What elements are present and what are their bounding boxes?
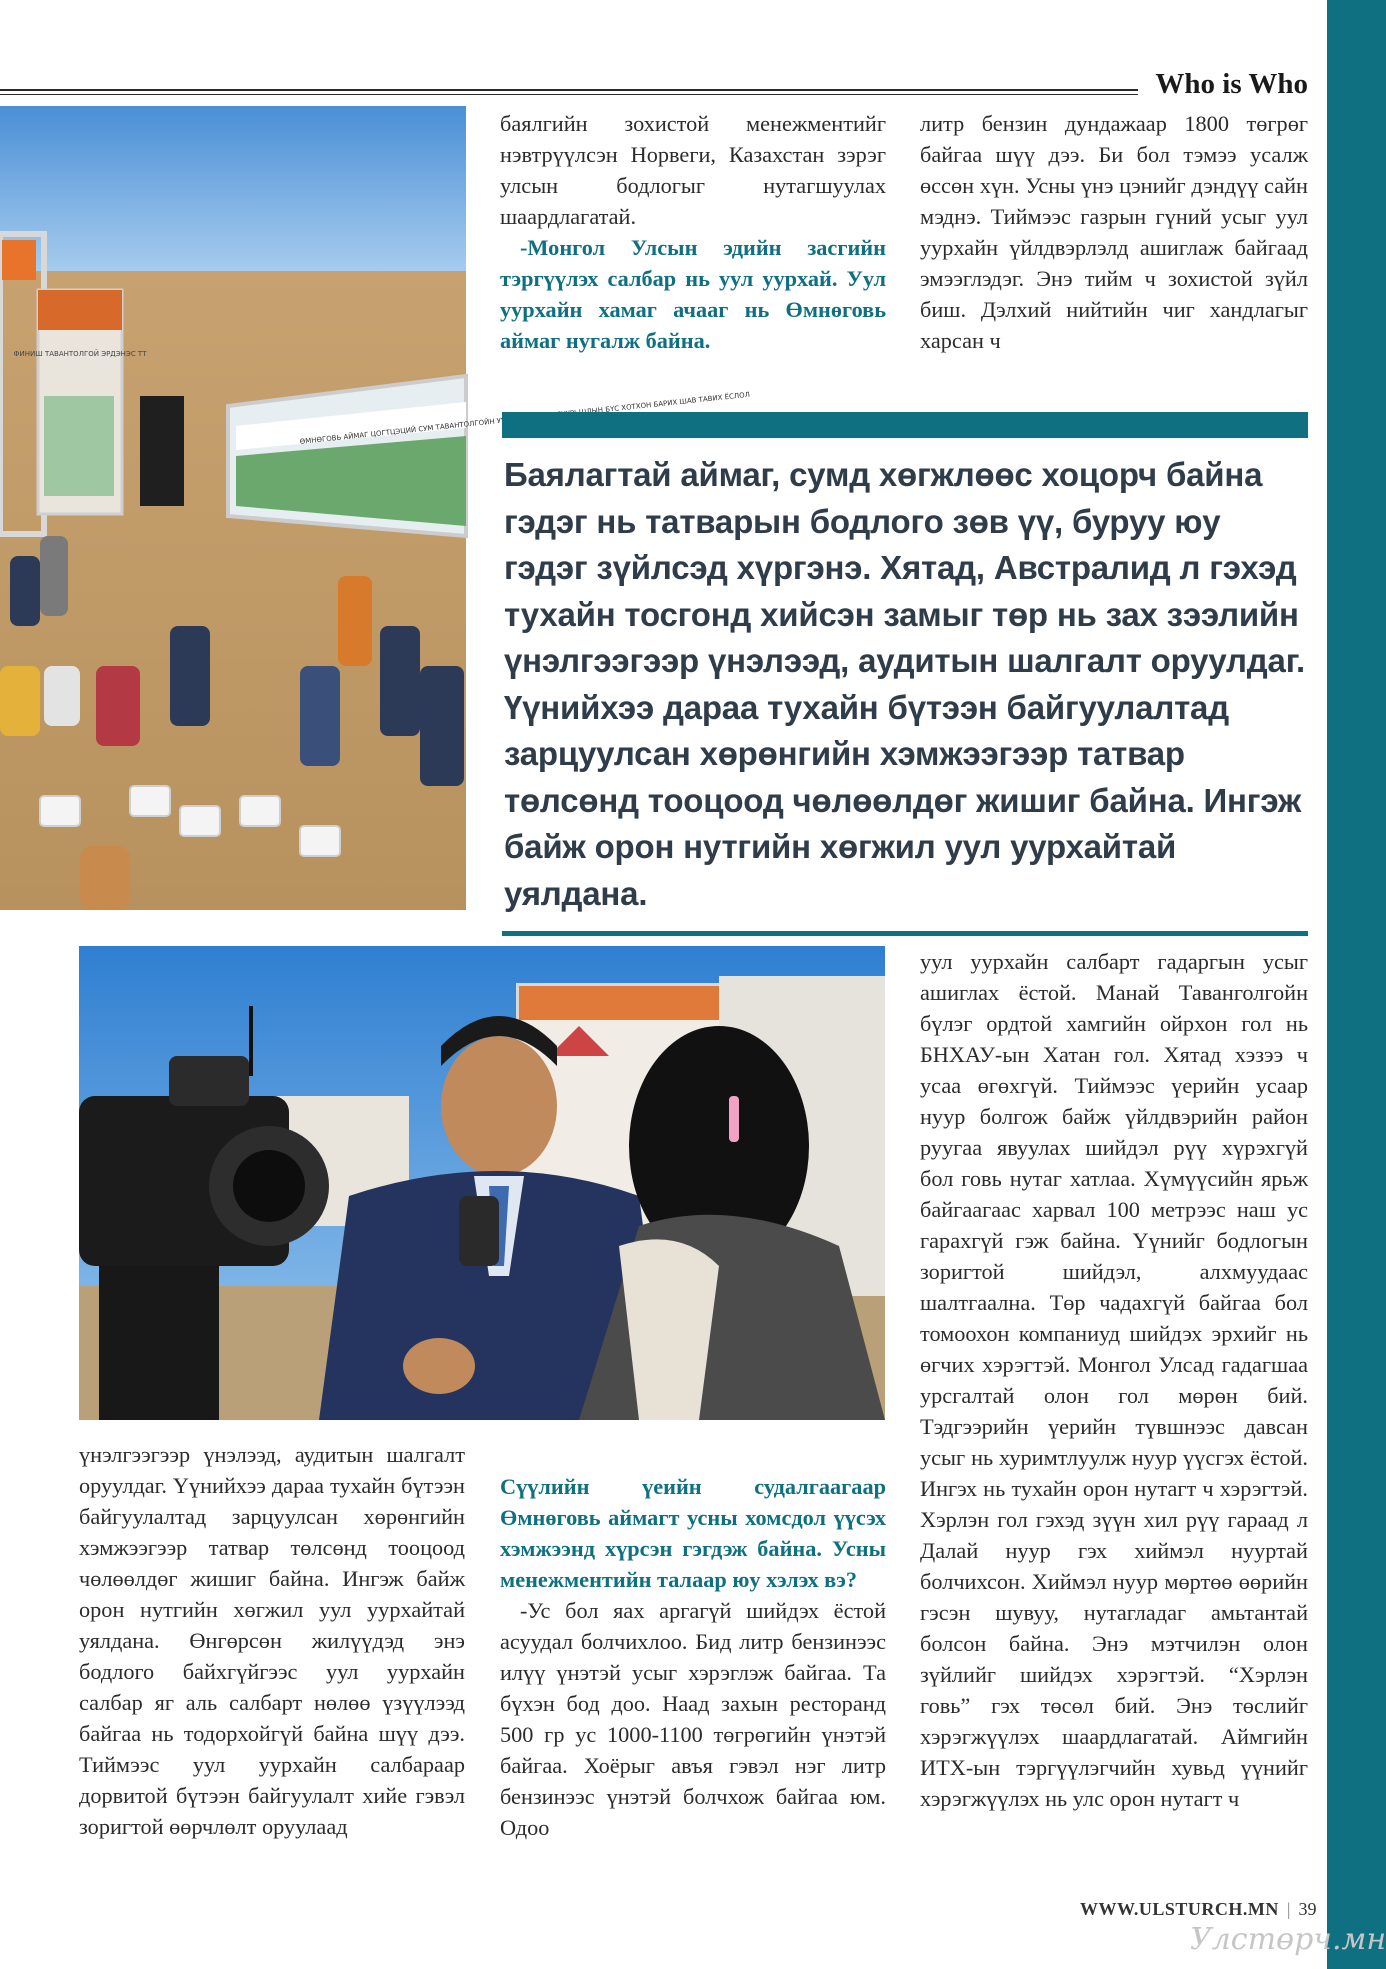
bottom-column-2: [500, 1471, 886, 1843]
bottom-column-1-text: үнэлгээгээр үнэлээд, аудитын шалгалт оруулдаг. Үүнийхээ дараа тухайн бүтээн байгуулалтад зарцуулсан хөрөнгийн хэмжээгээр татвар төлсөнд тооцоод чөлөөлдөг жишиг байна. Ингэж байж орон нутгийн хөгжил уул уурхайтай уялдана. Өнгөрсөн жилүүдэд энэ бодлого байхгүйгээс уул уурхайн салбар яг аль салбарт нөлөө үзүүлээд байгаа нь тодорхойгүй байна шүү дээ. Тиймээс уул уурхайн салбараар дорвитой бүтээн байгуулалт хийе гэвэл зоригтой өөрчлөлт оруулаад: [79, 1442, 465, 1839]
right-column: [920, 946, 1308, 1814]
banner-left-text: ФИНИШ ТАВАНТОЛГОЙ ЭРДЭНЭС ТТ: [13, 350, 147, 358]
top-column-2: [920, 108, 1308, 356]
pull-quote: [502, 412, 1308, 936]
page-number: 39: [1298, 1899, 1317, 1919]
pull-quote-bottom-rule: [502, 931, 1308, 936]
top-column-1: [500, 108, 886, 356]
footer-separator: |: [1286, 1899, 1291, 1919]
header-rule: [0, 89, 1138, 95]
watermark: Улстөрч.мн: [1190, 1922, 1386, 1957]
bottom-column-1: [79, 1439, 465, 1842]
interview-answer-2: -Ус бол яах аргагүй шийдэх ёстой асуудал болчихлоо. Бид литр бензинээс илүү үнэтэй усыг хэрэглэж байгаа. Та бүхэн бод доо. Наад захын ресторанд 500 гр ус 1000-1100 төгрөгийн үнэтэй байгаа. Хоёрыг авъя гэвэл нэг литр бензинээс үнэтэй болчхож байгаа юм. Одоо: [500, 1598, 886, 1840]
interview-question-2: Сүүлийн үеийн судалгаагаар Өмнөговь аймагт усны хомсдол үүсэх хэмжээнд хүрсэн гэгдэж байна. Усны менежментийн талаар юу хэлэх вэ?: [500, 1474, 886, 1592]
footer-url[interactable]: WWW.ULSTURCH.MN: [1080, 1899, 1279, 1919]
banner-right-text: ӨМНӨГОВЬ АЙМАГ ЦОГТЦЭЦИЙ СУМ ТАВАНТОЛГОЙН БҮС ХОТХОН БАРИХ ШАВ ТАВИХ ЁСЛОЛ: [299, 390, 751, 446]
side-accent-bar: [1327, 0, 1386, 1969]
pull-quote-top-bar: [502, 412, 1308, 438]
page-footer: [1080, 1899, 1316, 1920]
interview-question-1: -Монгол Улсын эдийн засгийн тэргүүлэх салбар нь уул уурхай. Уул уурхайн хамаг ачааг нь Өмнөговь аймаг нугалж байна.: [500, 235, 886, 353]
top-column-1-text: баялгийн зохистой менежментийг нэвтрүүлсэн Норвеги, Казахстан зэрэг улсын бодлогыг нутагшуулах шаардлагатай.: [500, 111, 886, 229]
pull-quote-text: Баялагтай аймаг, сумд хөгжлөөс хоцорч байна гэдэг нь татварын бодлого зөв үү, буруу юу гэдэг зүйлсэд хүргэнэ. Хятад, Австралид л гэхэд тухайн тосгонд хийсэн замыг төр нь зах зээлийн үнэлгээгээр үнэлээд, аудитын шалгалт оруулдаг. Үүнийхээ дараа тухайн бүтээн байгуулалтад зарцуулсан хөрөнгийн хэмжээгээр татвар төлсөнд тооцоод чөлөөлдөг жишиг байна. Ингэж байж орон нутгийн хөгжил уул уурхайтай уялдана.: [504, 456, 1305, 912]
right-column-text: уул уурхайн салбарт гадаргын усыг ашиглах ёстой. Манай Таванголгойн бүлэг ордтой хамгийн ойрхон гол нь БНХАУ-ын Хатан гол. Хятад хэзээ ч усаа өгөхгүй. Тиймээс үерийн усаар нуур болгож байж үйлдвэрийн район руугаа явуулах шийдэл рүү хүрэхгүй бол говь нутаг хатлаа. Хүмүүсийн ярьж байгаагаас харвал 100 метрээс наш ус гарахгүй гэж байна. Үүнийг бодлогын зоригтой шийдэл, алхмуудаас шалтгаална. Төр чадахгүй байгаа бол томоохон компаниуд шийдэх эрхийг нь өгчих хэрэгтэй. Монгол Улсад гадагшаа урсгалтай олон гол мөрөн бий. Тэдгээрийн үерийн түвшнээс давсан усыг нь хуримтлуулж нуур үүсгэх ёстой. Ингэх нь тухайн орон нутагт ч хэрэгтэй. Хэрлэн гол гэхэд зүүн хил рүү гараад л Далай нуур гэх хиймэл нууртай болчихсон. Хиймэл нуур мөртөө өөрийн гэсэн шувуу, нутагладаг амьтантай болсон байна. Энэ мэтчилэн олон зүйлийг шийдэх хэрэгтэй. “Хэрлэн говь” гэх төсөл бий. Энэ төслийг хэрэгжүүлэх шаардлагатай. Аймгийн ИТХ-ын тэргүүлэгчийн хувьд үүнийг хэрэгжүүлэх нь улс орон нутагт ч: [920, 949, 1308, 1811]
interview-photo: [79, 946, 885, 1420]
top-column-2-text: литр бензин дундажаар 1800 төгрөг байгаа шүү дээ. Би бол тэмээ усалж өссөн хүн. Усны үнэ цэнийг дэндүү сайн мэднэ. Тиймээс газрын гүний усыг уул уурхайн үйлдвэрлэлд ашиглаж байгаад эмээглэдэг. Энэ тийм ч зохистой зүйл биш. Дэлхий нийтийн чиг хандлагыг харсан ч: [920, 111, 1308, 353]
section-label: Who is Who: [1155, 68, 1308, 100]
